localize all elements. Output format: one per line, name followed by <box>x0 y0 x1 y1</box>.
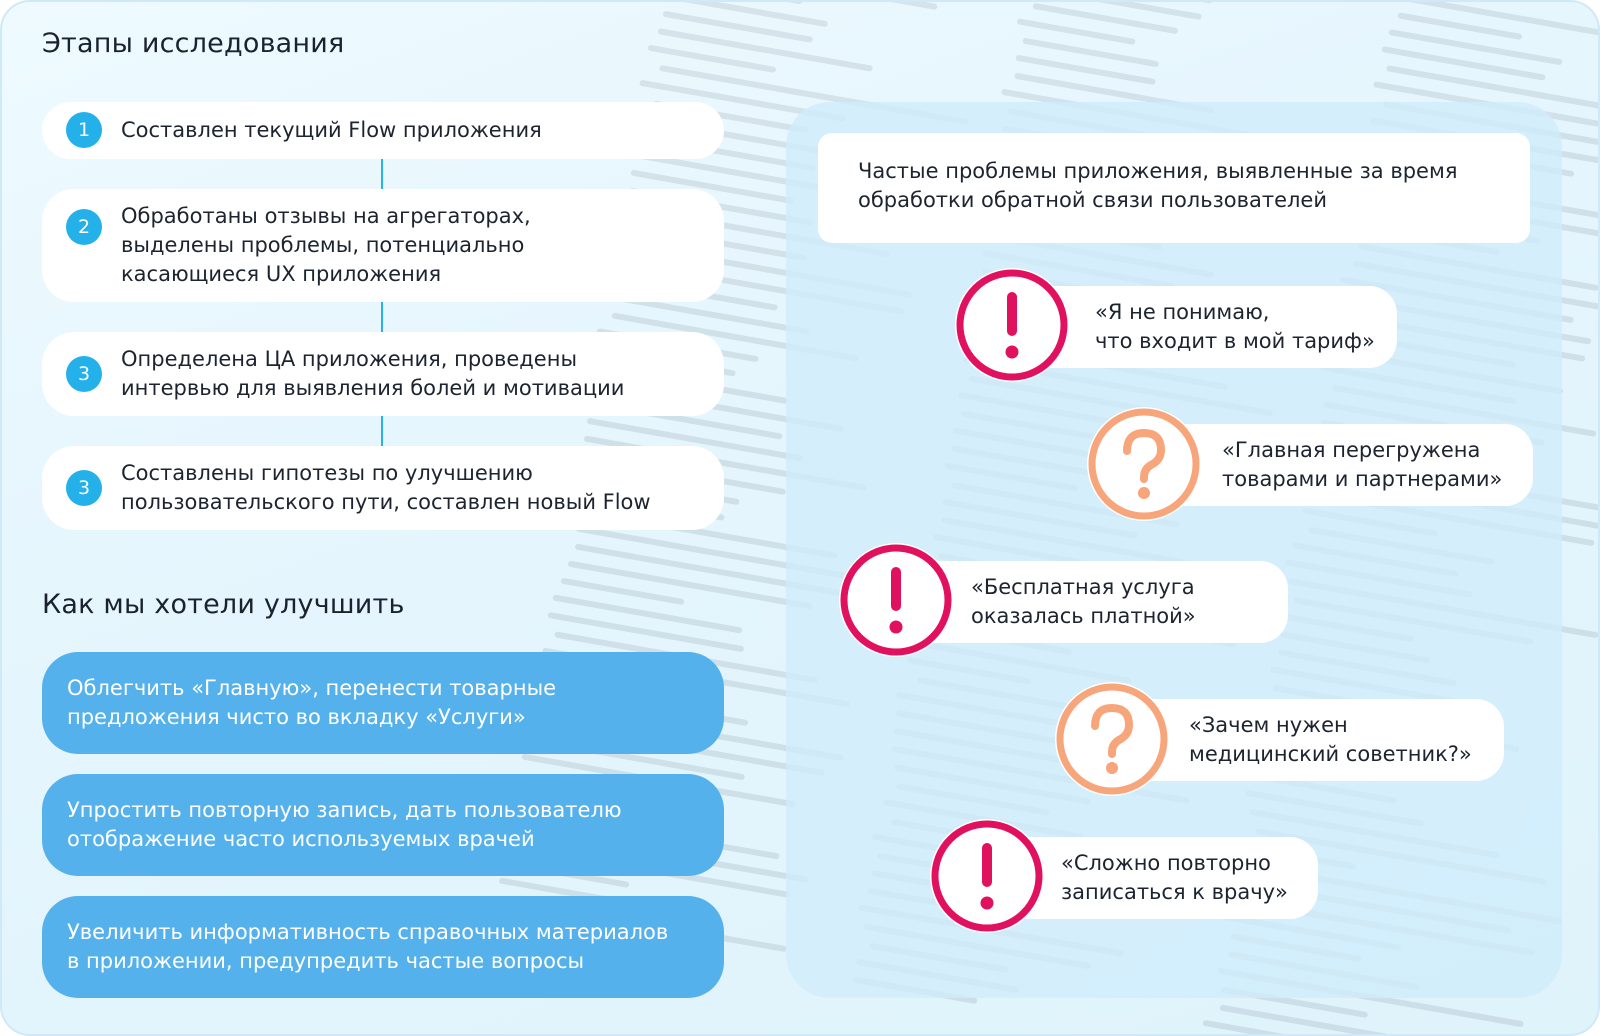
exclamation-icon <box>930 819 1044 933</box>
exclamation-icon <box>839 543 953 657</box>
stage-step-4 <box>42 446 724 530</box>
step-text: Обработаны отзывы на агрегаторах, выделены проблемы, потенциально касающиеся UX приложения <box>121 204 531 286</box>
texture-line <box>1024 0 1213 4</box>
stages-heading: Этапы исследования <box>42 28 345 59</box>
texture-line <box>1381 46 1546 81</box>
texture-line <box>561 578 685 606</box>
step-text: Составлен текущий Flow приложения <box>121 118 542 142</box>
step-text: Составлены гипотезы по улучшению пользовательского пути, составлен новый Flow <box>121 461 651 514</box>
stage-step-1 <box>42 102 724 159</box>
texture-line <box>1024 0 1202 20</box>
step-text: Определена ЦА приложения, проведены интервью для выявления болей и мотивации <box>121 347 625 400</box>
quote-text: «Я не понимаю, что входит в мой тариф» <box>1095 300 1375 353</box>
problems-title: Частые проблемы приложения, выявленные за время обработки обратной связи пользователей <box>858 159 1458 212</box>
stage-step-2 <box>42 189 724 302</box>
texture-line <box>658 28 873 72</box>
quote-card-4 <box>1114 699 1504 781</box>
stage-step-3 <box>42 332 724 416</box>
texture-line <box>1015 55 1156 86</box>
step-number-badge: 2 <box>66 209 102 245</box>
texture-line <box>1386 0 1600 44</box>
quote-card-2 <box>1147 424 1533 506</box>
texture-line <box>1032 3 1178 34</box>
improve-heading: Как мы хотели улучшить <box>42 589 405 620</box>
improvement-card-3 <box>42 896 724 998</box>
step-number-badge: 1 <box>66 112 102 148</box>
texture-line <box>669 0 803 5</box>
improvement-card-2 <box>42 774 724 876</box>
texture-line <box>665 0 938 10</box>
quote-text: «Главная перегружена товарами и партнерами» <box>1222 438 1503 491</box>
texture-line <box>1203 1020 1371 1036</box>
step-number-badge: 3 <box>66 470 102 506</box>
quote-text: «Бесплатная услуга оказалась платной» <box>971 575 1196 628</box>
step-number-badge: 3 <box>66 356 102 392</box>
texture-line <box>663 11 813 43</box>
texture-line <box>1023 38 1159 68</box>
connector-line-1 <box>381 159 383 189</box>
quote-text: «Зачем нужен медицинский советник?» <box>1189 713 1472 766</box>
texture-line <box>647 44 776 72</box>
exclamation-icon <box>955 268 1069 382</box>
quote-text: «Сложно повторно записаться к врачу» <box>1061 851 1288 904</box>
quote-card-1 <box>1017 286 1397 368</box>
texture-line <box>1017 18 1136 45</box>
connector-line-2 <box>381 302 383 332</box>
texture-line <box>548 612 745 652</box>
question-icon <box>1087 407 1201 521</box>
texture-line <box>553 594 743 633</box>
improvement-card-1 <box>42 652 724 754</box>
texture-line <box>1388 29 1562 65</box>
texture-line <box>663 0 829 27</box>
texture-line <box>567 561 812 610</box>
improvement-text: Увеличить информативность справочных материалов в приложении, предупредить частые вопросы <box>67 920 669 973</box>
texture-line <box>1219 1004 1478 1036</box>
texture-line <box>1397 12 1522 40</box>
improvement-text: Упростить повторную запись, дать пользователю отображение часто используемых врачей <box>67 798 622 851</box>
quote-card-3 <box>902 561 1288 643</box>
improvement-text: Облегчить «Главную», перенести товарные предложения чисто во вкладку «Услуги» <box>67 676 557 729</box>
question-icon <box>1055 682 1169 796</box>
problems-title-card <box>818 133 1530 243</box>
connector-line-3 <box>381 416 383 446</box>
